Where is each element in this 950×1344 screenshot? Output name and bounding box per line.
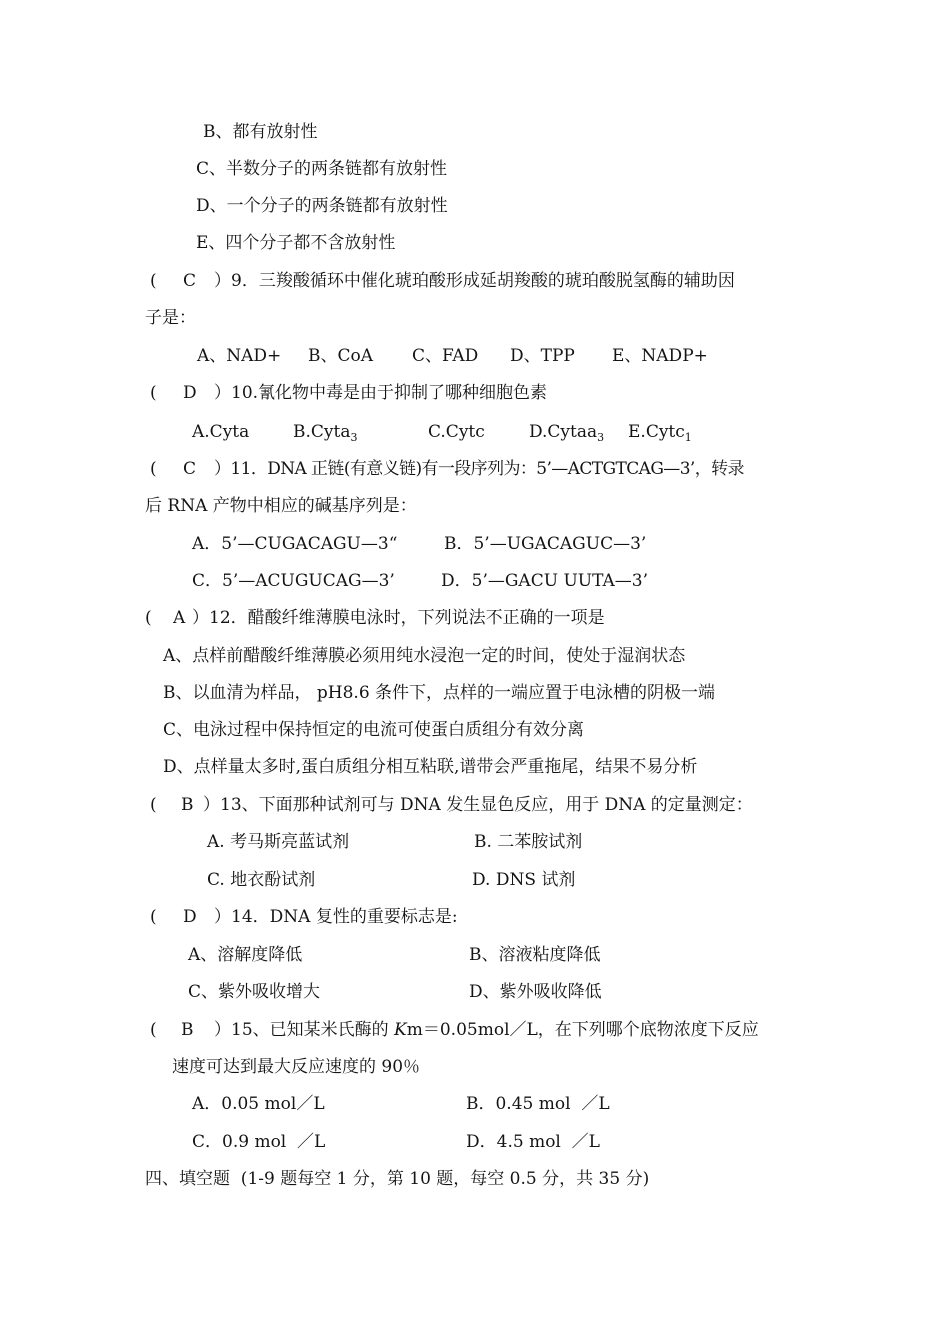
q12-stem: ）12．醋酸纤维薄膜电泳时，下列说法不正确的一项是	[192, 608, 605, 628]
q10-option-a: A.Cyta	[192, 422, 250, 442]
q14-answer: D	[183, 907, 197, 927]
q9-answer: C	[183, 271, 197, 291]
section-4-heading: 四、填空题 (1-9 题每空 1 分，第 10 题，每空 0.5 分，共 35 分)	[145, 1169, 650, 1189]
q13-option-d: D. DNS 试剂	[472, 870, 576, 890]
q13-stem: ）13、下面那种试剂可与 DNA 发生显色反应，用于 DNA 的定量测定：	[203, 795, 753, 815]
q12-option-a: A、点样前醋酸纤维薄膜必须用纯水浸泡一定的时间，使处于湿润状态	[163, 646, 686, 666]
q10-open-paren: (	[150, 383, 157, 403]
q9-option-e: E、NADP+	[612, 346, 708, 366]
q10-option-e: E.Cytc$_1$	[628, 422, 692, 444]
q14-option-d: D、紫外吸收降低	[469, 982, 602, 1002]
q11-answer: C	[183, 459, 197, 479]
q10-option-c: C.Cytc	[428, 422, 485, 442]
q10-stem: ）10.氰化物中毒是由于抑制了哪种细胞色素	[214, 383, 548, 403]
q15-option-a: A．0.05 mol／L	[192, 1094, 325, 1114]
q11-option-b: B．5’—UGACAGUC—3’	[444, 534, 647, 554]
q15-stem-line1: ）15、已知某米氏酶的 Km＝0.05mol／L，在下列哪个底物浓度下反应	[214, 1020, 759, 1040]
q10-option-b: B.Cyta$_3$	[293, 422, 358, 444]
q13-option-b: B. 二苯胺试剂	[474, 832, 583, 852]
q15-open-paren: (	[150, 1020, 157, 1040]
q14-stem: ）14．DNA 复性的重要标志是:	[214, 907, 458, 927]
q8-option-d: D、一个分子的两条链都有放射性	[196, 196, 448, 216]
q8-option-e: E、四个分子都不含放射性	[196, 233, 396, 253]
q13-open-paren: (	[150, 795, 157, 815]
q15-stem-line2: 速度可达到最大反应速度的 90％	[172, 1057, 421, 1077]
q9-open-paren: (	[150, 271, 157, 291]
q9-option-d: D、TPP	[510, 346, 575, 366]
q12-answer: A	[173, 608, 186, 628]
q9-stem-line2: 子是：	[145, 308, 196, 328]
q13-option-a: A. 考马斯亮蓝试剂	[207, 832, 350, 852]
q12-option-c: C、电泳过程中保持恒定的电流可使蛋白质组分有效分离	[163, 720, 585, 740]
q10-answer: D	[183, 383, 197, 403]
q13-answer: B	[181, 795, 194, 815]
q12-open-paren: (	[145, 608, 152, 628]
q12-option-b: B、以血清为样品， pH8.6 条件下，点样的一端应置于电泳槽的阴极一端	[163, 683, 716, 703]
q9-option-b: B、CoA	[308, 346, 374, 366]
q15-answer: B	[181, 1020, 194, 1040]
q11-stem-line2: 后 RNA 产物中相应的碱基序列是：	[145, 496, 417, 516]
q14-option-c: C、紫外吸收增大	[188, 982, 321, 1002]
q8-option-b: B、都有放射性	[203, 122, 318, 142]
q14-option-b: B、溶液粘度降低	[469, 945, 601, 965]
q9-option-a: A、NAD+	[197, 346, 282, 366]
q10-option-d: D.Cytaa$_3$	[529, 422, 605, 444]
q14-open-paren: (	[150, 907, 157, 927]
q11-option-a: A．5’—CUGACAGU—3“	[192, 534, 398, 554]
q8-option-c: C、半数分子的两条链都有放射性	[196, 159, 448, 179]
q11-option-d: D．5’—GACU UUTA—3’	[441, 571, 649, 591]
q11-option-c: C．5’—ACUGUCAG—3’	[192, 571, 395, 591]
q14-option-a: A、溶解度降低	[188, 945, 303, 965]
q15-option-c: C．0.9 mol ／L	[192, 1132, 326, 1152]
q15-option-b: B．0.45 mol ／L	[466, 1094, 610, 1114]
q9-option-c: C、FAD	[412, 346, 479, 366]
q11-stem-line1: ）11．DNA 正链(有意义链)有一段序列为：5’—ACTGTCAG—3’，转录	[214, 459, 744, 479]
q13-option-c: C. 地衣酚试剂	[207, 870, 316, 890]
q9-stem-line1: ）9．三羧酸循环中催化琥珀酸形成延胡羧酸的琥珀酸脱氢酶的辅助因	[214, 271, 735, 291]
q12-option-d: D、点样量太多时,蛋白质组分相互粘联,谱带会严重拖尾，结果不易分析	[163, 757, 698, 777]
q15-option-d: D．4.5 mol ／L	[466, 1132, 600, 1152]
q11-open-paren: (	[150, 459, 157, 479]
